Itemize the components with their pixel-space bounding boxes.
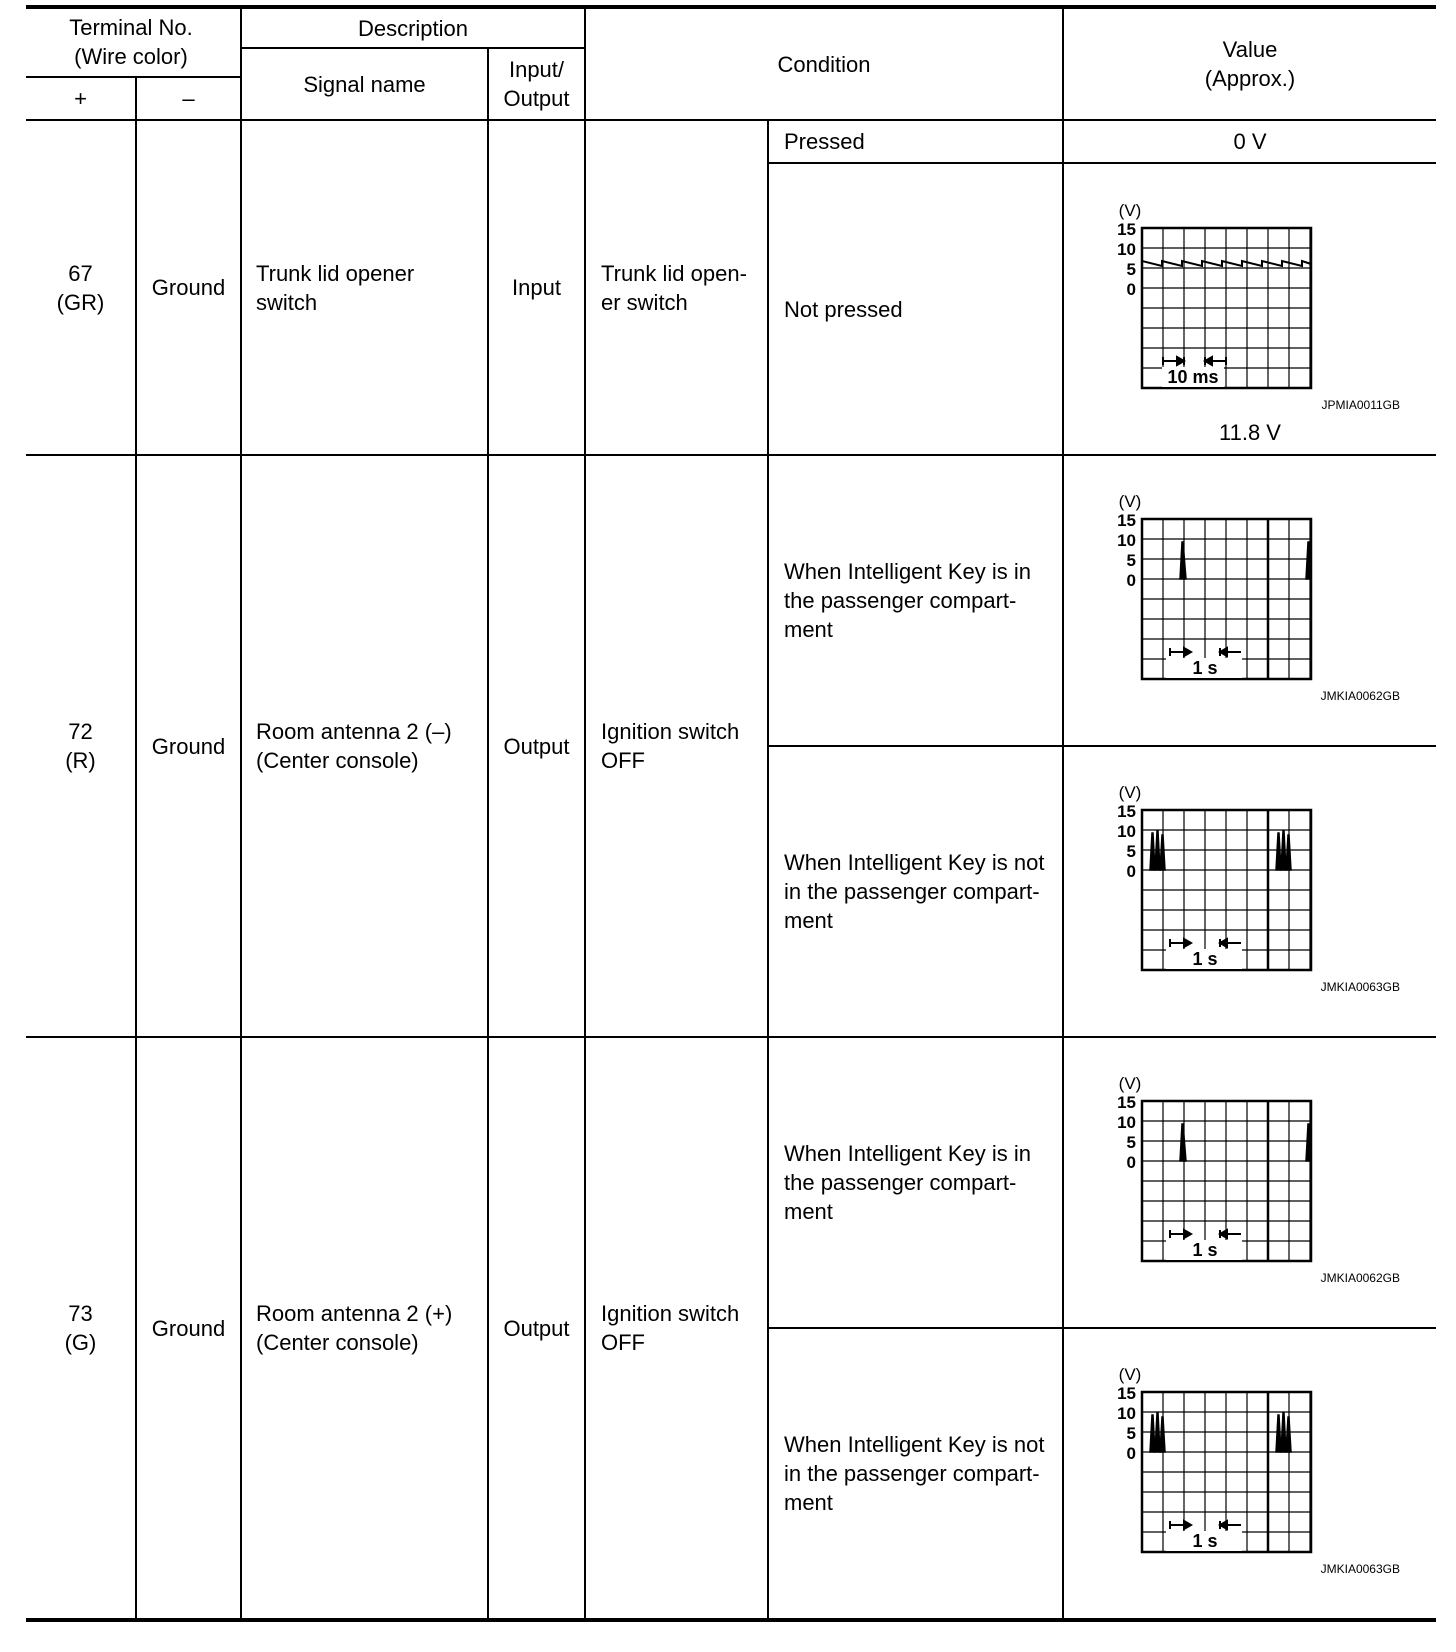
- y-tick-label: 10: [1117, 822, 1136, 841]
- value-cell: 0 V: [1233, 129, 1267, 154]
- y-unit-label: (V): [1118, 1074, 1142, 1093]
- figure-code: JMKIA0063GB: [1320, 1562, 1400, 1576]
- y-tick-label: 0: [1126, 571, 1136, 590]
- column-rule: [1062, 7, 1064, 1620]
- y-tick-label: 15: [1117, 220, 1136, 239]
- y-unit-label: (V): [1118, 783, 1142, 802]
- waveform-graph: [1100, 494, 1360, 684]
- header-condition: Condition: [777, 51, 871, 77]
- signal-name-cell: Room antenna 2 (+) (Center console): [256, 1301, 453, 1355]
- y-tick-label: 5: [1126, 551, 1136, 570]
- header-minus: –: [182, 86, 195, 111]
- value-label: 11.8 V: [1219, 420, 1281, 445]
- waveform-graph: [1100, 203, 1360, 393]
- figure-code: JMKIA0062GB: [1320, 1271, 1400, 1285]
- waveform-signal: [1180, 1124, 1311, 1161]
- oscilloscope-waveform: [1100, 494, 1360, 684]
- waveform-graph: [1100, 785, 1360, 975]
- y-tick-label: 0: [1126, 1153, 1136, 1172]
- oscilloscope-waveform: [1100, 203, 1360, 393]
- ground-cell: Ground: [151, 733, 226, 759]
- column-rule: [767, 119, 769, 1620]
- column-rule: [240, 7, 242, 1620]
- ground-cell: Ground: [151, 1315, 226, 1341]
- condition-cell: Ignition switch OFF: [601, 719, 740, 773]
- figure-code: JMKIA0062GB: [1320, 689, 1400, 703]
- y-tick-label: 5: [1126, 1133, 1136, 1152]
- sub-condition-cell: When Intelligent Key is in the passenger compart- ment: [784, 1141, 1032, 1224]
- header-plus: +: [74, 86, 87, 111]
- header-value: Value (Approx.): [1204, 37, 1296, 91]
- y-tick-label: 0: [1126, 1444, 1136, 1463]
- header-terminal-no: Terminal No. (Wire color): [69, 15, 193, 69]
- condition-cell: Ignition switch OFF: [601, 1301, 740, 1355]
- oscilloscope-waveform: [1100, 1367, 1360, 1557]
- figure-code: JPMIA0011GB: [1321, 398, 1400, 412]
- y-unit-label: (V): [1118, 492, 1142, 511]
- sub-condition-cell: Not pressed: [784, 296, 903, 322]
- figure-code: JMKIA0063GB: [1320, 980, 1400, 994]
- signal-name-cell: Room antenna 2 (–) (Center console): [256, 719, 452, 773]
- header-signal-name: Signal name: [303, 71, 426, 97]
- y-tick-label: 5: [1126, 1424, 1136, 1443]
- time-scale-label: 1 s: [1192, 1531, 1218, 1551]
- time-scale-label: 1 s: [1192, 949, 1218, 969]
- y-tick-label: 15: [1117, 511, 1136, 530]
- sub-condition-cell: When Intelligent Key is not in the passenger compart- ment: [784, 850, 1045, 933]
- oscilloscope-waveform: [1100, 1076, 1360, 1266]
- y-tick-label: 10: [1117, 1404, 1136, 1423]
- oscilloscope-waveform: [1100, 785, 1360, 975]
- y-tick-label: 0: [1126, 862, 1136, 881]
- ground-cell: Ground: [151, 275, 226, 300]
- y-tick-label: 15: [1117, 802, 1136, 821]
- waveform-signal: [1180, 542, 1311, 579]
- time-scale-label: 1 s: [1192, 1240, 1218, 1260]
- y-tick-label: 10: [1117, 240, 1136, 259]
- table-bottom-rule: [26, 1618, 1436, 1622]
- waveform-graph: [1100, 1367, 1360, 1557]
- sub-condition-cell: Pressed: [784, 129, 865, 154]
- terminal-cell: 72 (R): [65, 719, 96, 773]
- io-cell: Output: [503, 1315, 570, 1341]
- time-scale-label: 1 s: [1192, 658, 1218, 678]
- terminal-cell: 73 (G): [64, 1301, 97, 1355]
- header-input-output: Input/ Output: [503, 57, 570, 111]
- y-tick-label: 5: [1126, 260, 1136, 279]
- signal-name-cell: Trunk lid opener switch: [256, 260, 415, 315]
- y-tick-label: 15: [1117, 1093, 1136, 1112]
- io-cell: Input: [512, 275, 561, 300]
- io-cell: Output: [503, 733, 570, 759]
- waveform-graph: [1100, 1076, 1360, 1266]
- time-scale-arrow: [1163, 357, 1226, 365]
- sub-condition-cell: When Intelligent Key is in the passenger compart- ment: [784, 559, 1032, 642]
- condition-cell: Trunk lid open- er switch: [601, 260, 747, 315]
- time-scale-label: 10 ms: [1167, 367, 1219, 387]
- terminal-cell: 67 (GR): [56, 260, 105, 315]
- y-tick-label: 15: [1117, 1384, 1136, 1403]
- y-unit-label: (V): [1118, 201, 1142, 220]
- y-tick-label: 5: [1126, 842, 1136, 861]
- y-tick-label: 10: [1117, 531, 1136, 550]
- header-description: Description: [357, 15, 469, 41]
- y-tick-label: 10: [1117, 1113, 1136, 1132]
- y-tick-label: 0: [1126, 280, 1136, 299]
- y-unit-label: (V): [1118, 1365, 1142, 1384]
- column-rule: [584, 7, 586, 1620]
- sub-condition-cell: When Intelligent Key is not in the passenger compart- ment: [784, 1432, 1045, 1515]
